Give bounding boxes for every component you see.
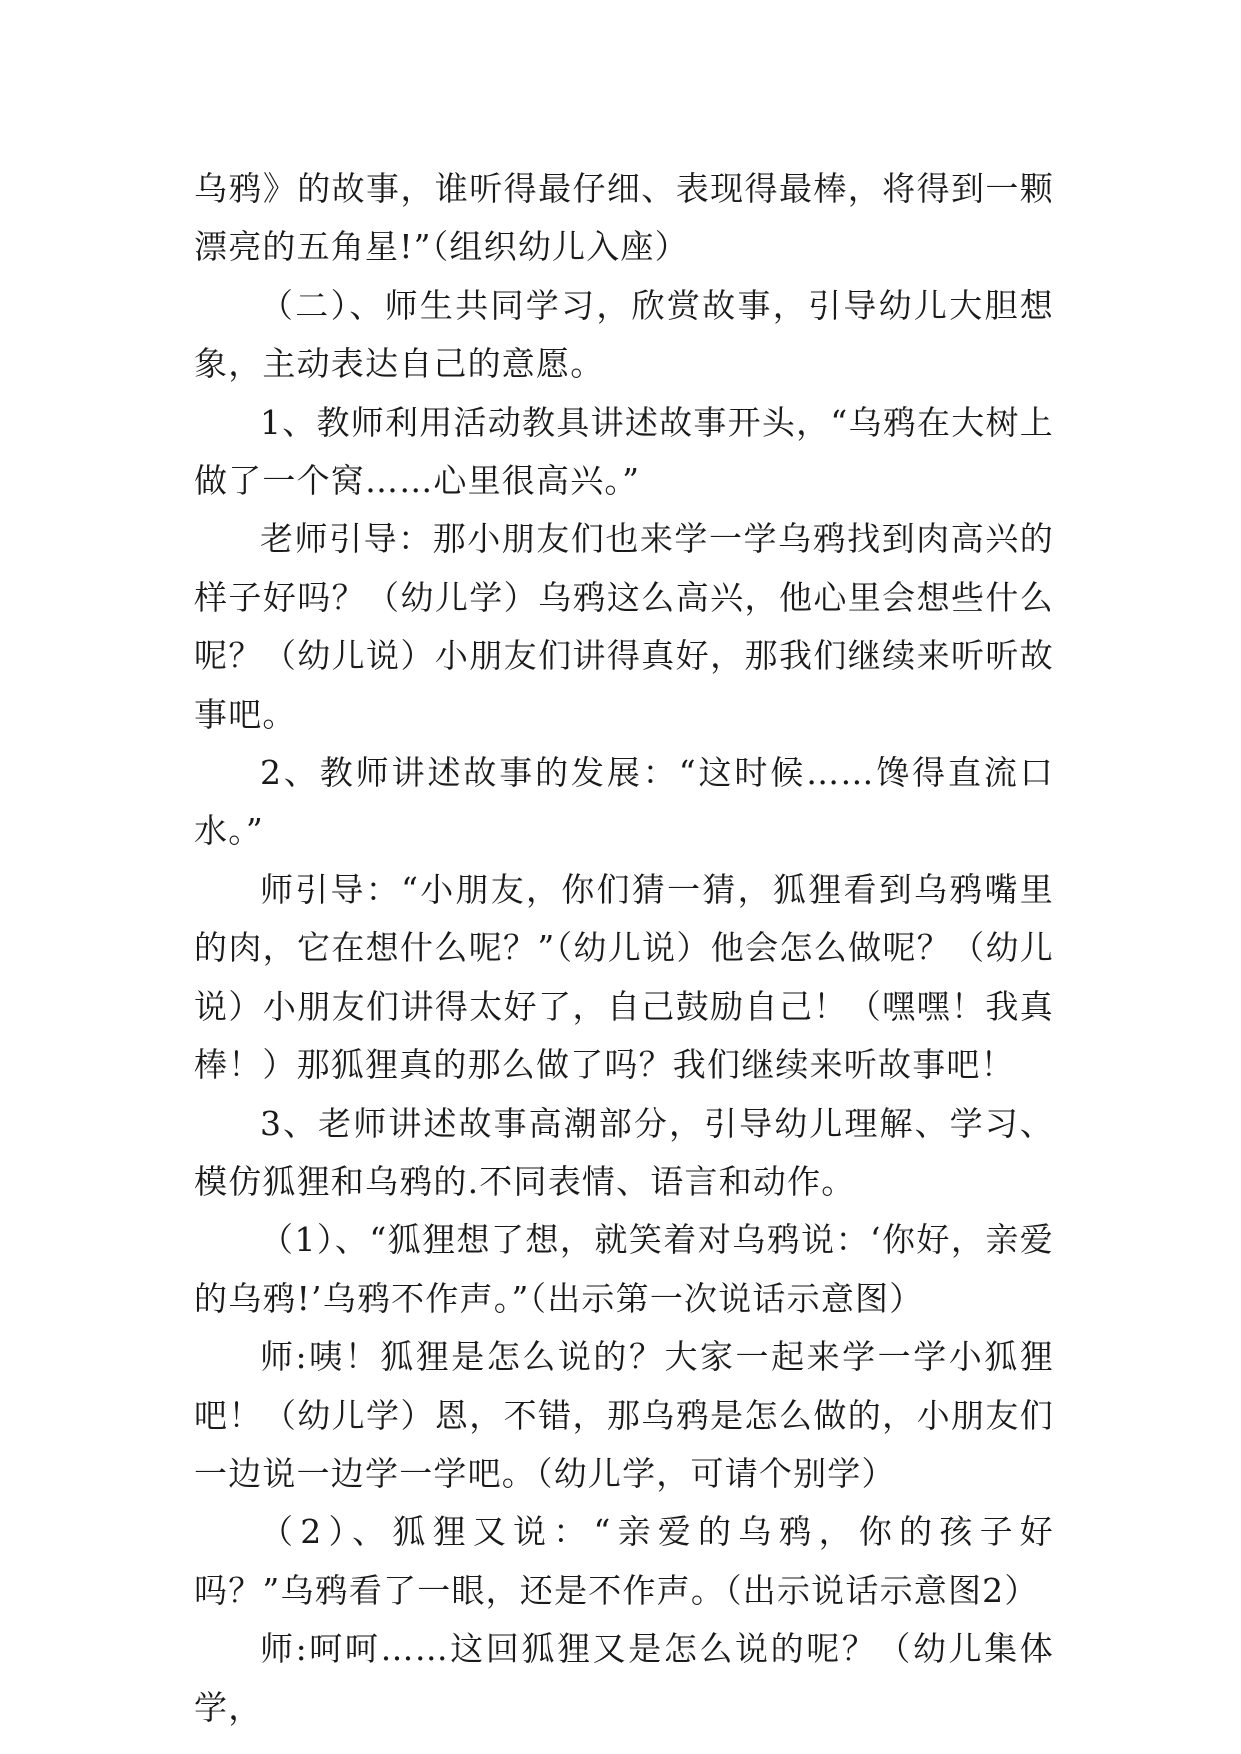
paragraph-teacher-guide-two: 师引导：“小朋友，你们猜一猜，狐狸看到乌鸦嘴里的肉，它在想什么呢？”（幼儿说）他会怎么做呢？（幼儿说）小朋友们讲得太好了，自己鼓励自己！（嘿嘿！我真棒！）那狐狸真的那么做了吗？我们继续来听故事吧！ bbox=[194, 869, 1054, 1085]
paragraph-sub-step-one: （1）、“狐狸想了想，就笑着对乌鸦说：‘你好，亲爱的乌鸦!’乌鸦不作声。”（出示第一次说话示意图） bbox=[194, 1220, 1054, 1318]
paragraph-sub-step-two: （2）、狐狸又说：“亲爱的乌鸦，你的孩子好吗？”乌鸦看了一眼，还是不作声。（出示说话示意图2） bbox=[194, 1512, 1054, 1610]
paragraph-section-two-heading: （二）、师生共同学习，欣赏故事，引导幼儿大胆想象，主动表达自己的意愿。 bbox=[194, 285, 1054, 384]
paragraph-step-one: 1、教师利用活动教具讲述故事开头，“乌鸦在大树上做了一个窝……心里很高兴。” bbox=[194, 402, 1054, 501]
paragraph-story-intro: 乌鸦》的故事，谁听得最仔细、表现得最棒，将得到一颗漂亮的五角星!”（组织幼儿入座） bbox=[194, 169, 1054, 267]
paragraph-teacher-guide-four: 师:呵呵……这回狐狸又是怎么说的呢？（幼儿集体学， bbox=[194, 1629, 1054, 1727]
paragraph-step-two: 2、教师讲述故事的发展：“这时候……馋得直流口水。” bbox=[194, 753, 1054, 851]
document-body bbox=[194, 160, 1054, 1737]
paragraph-teacher-guide-one: 老师引导：那小朋友们也来学一学乌鸦找到肉高兴的样子好吗？（幼儿学）乌鸦这么高兴，他心里会想些什么呢？（幼儿说）小朋友们讲得真好，那我们继续来听听故事吧。 bbox=[194, 519, 1054, 734]
paragraph-step-three: 3、老师讲述故事高潮部分，引导幼儿理解、学习、模仿狐狸和乌鸦的.不同表情、语言和动作。 bbox=[194, 1103, 1054, 1201]
paragraph-teacher-guide-three: 师:咦！狐狸是怎么说的？大家一起来学一学小狐狸吧！（幼儿学）恩，不错，那乌鸦是怎么做的，小朋友们一边说一边学一学吧。（幼儿学，可请个别学） bbox=[194, 1337, 1054, 1493]
